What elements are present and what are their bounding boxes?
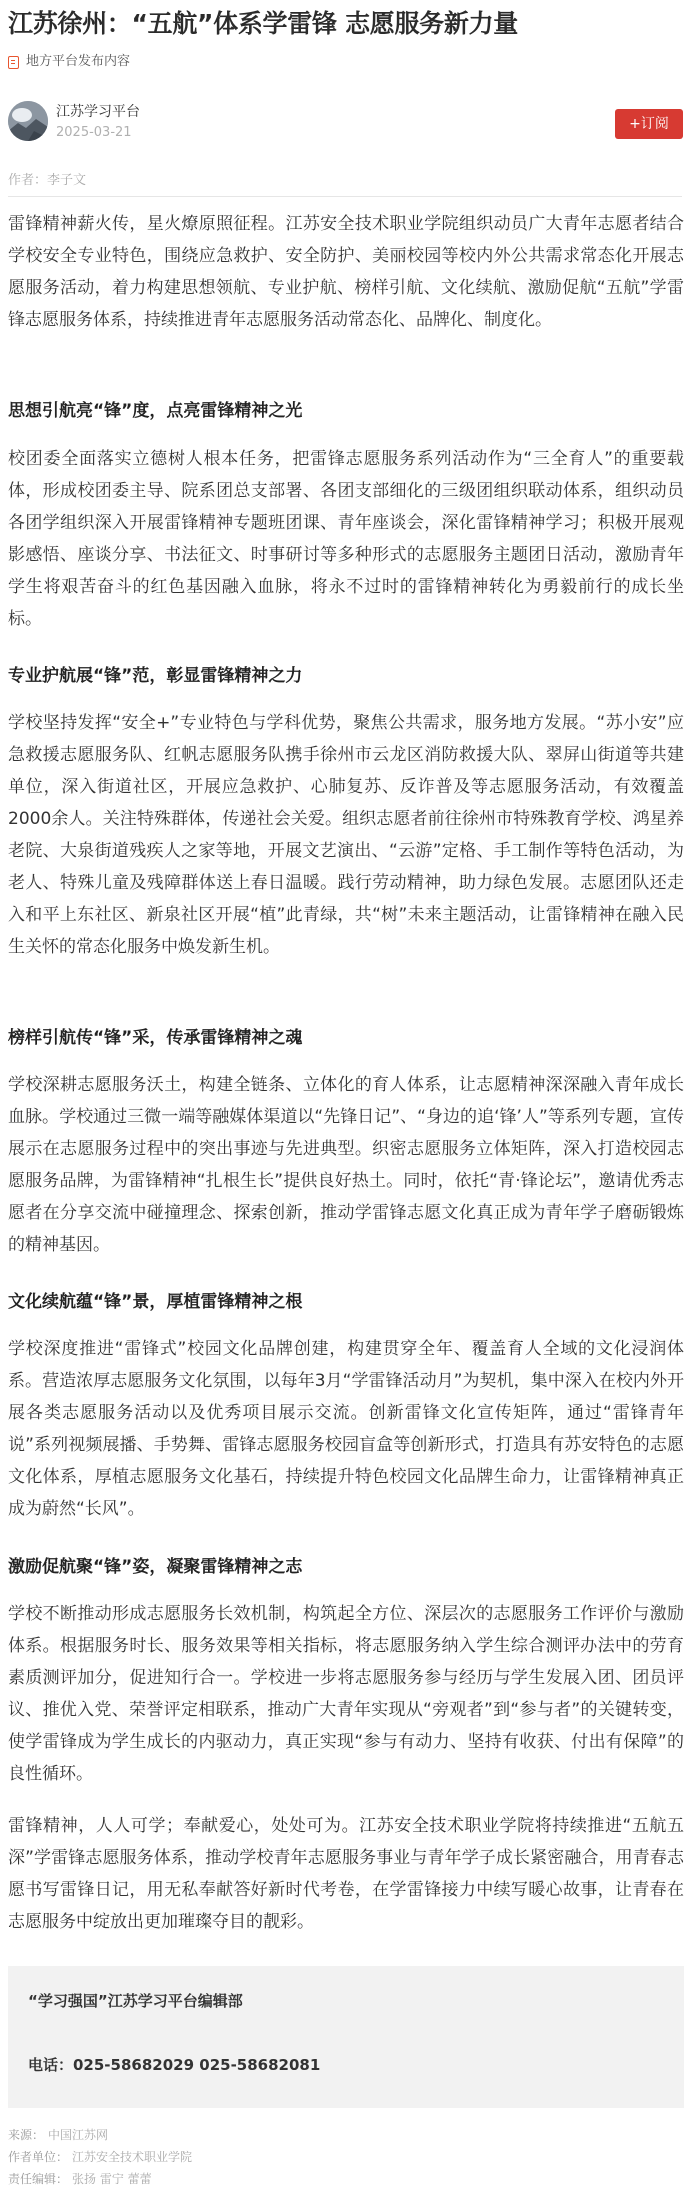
subscribe-button[interactable]: +订阅 <box>615 109 683 139</box>
unit-label: 作者单位： <box>8 2150 69 2164</box>
unit-line <box>8 2148 192 2166</box>
editorial-box <box>8 1966 684 2108</box>
unit-value: 江苏安全技术职业学院 <box>72 2150 193 2164</box>
section-heading: 激励促航聚“锋”姿，凝聚雷锋精神之志 <box>8 1557 303 1577</box>
article-title: 江苏徐州：“五航”体系学雷锋 志愿服务新力量 <box>8 9 518 38</box>
platform-tag <box>8 52 130 72</box>
body-paragraph: 学校深度推进“雷锋式”校园文化品牌创建，构建贯穿全年、覆盖育人全域的文化浸润体系。营造浓厚志愿服务文化氛围，以每年3月“学雷锋活动月”为契机，集中深入在校内外开展各类志愿服务活动以及优秀项目展示交流。创新雷锋文化宣传矩阵，通过“雷锋青年说”系列视频展播、手势舞、雷锋志愿服务校园盲盒等创新形式，打造具有苏安特色的志愿文化体系，厚植志愿服务文化基石，持续提升特色校园文化品牌生命力，让雷锋精神真正成为蔚然“长风”。 <box>8 1339 684 1519</box>
section-heading: 思想引航亮“锋”度，点亮雷锋精神之光 <box>8 401 303 421</box>
section-heading: 专业护航展“锋”范，彰显雷锋精神之力 <box>8 666 303 686</box>
publish-date: 2025-03-21 <box>56 125 132 140</box>
section-heading: 榜样引航传“锋”采，传承雷锋精神之魂 <box>8 1028 303 1048</box>
avatar[interactable] <box>8 101 48 141</box>
source-line <box>8 2126 108 2144</box>
editor-value: 张扬 雷宁 蕾蕾 <box>72 2172 152 2186</box>
body-paragraph: 雷锋精神薪火传，星火燎原照征程。江苏安全技术职业学院组织动员广大青年志愿者结合学校安全专业特色，围绕应急救护、安全防护、美丽校园等校内外公共需求常态化开展志愿服务活动，着力构建思想领航、专业护航、榜样引航、文化续航、激励促航“五航”学雷锋志愿服务体系，持续推进青年志愿服务活动常态化、品牌化、制度化。 <box>8 214 684 330</box>
header-divider <box>8 196 682 197</box>
source-value: 中国江苏网 <box>48 2128 109 2142</box>
editor-label: 责任编辑： <box>8 2172 69 2186</box>
body-paragraph: 校团委全面落实立德树人根本任务，把雷锋志愿服务系列活动作为“三全育人”的重要载体，形成校团委主导、院系团总支部署、各团支部细化的三级团组织联动体系，组织动员各团学组织深入开展雷锋精神专题班团课、青年座谈会，深化雷锋精神学习；积极开展观影感悟、座谈分享、书法征文、时事研讨等多种形式的志愿服务主题团日活动，激励青年学生将艰苦奋斗的红色基因融入血脉，将永不过时的雷锋精神转化为勇毅前行的成长坐标。 <box>8 449 684 629</box>
body-paragraph: 学校深耕志愿服务沃土，构建全链条、立体化的育人体系，让志愿精神深深融入青年成长血脉。学校通过三微一端等融媒体渠道以“先锋日记”、“身边的追‘锋’人”等系列专题，宣传展示在志愿服务过程中的突出事迹与先进典型。织密志愿服务立体矩阵，深入打造校园志愿服务品牌，为雷锋精神“扎根生长”提供良好热土。同时，依托“青·锋论坛”，邀请优秀志愿者在分享交流中碰撞理念、探索创新，推动学雷锋志愿文化真正成为青年学子磨砺锻炼的精神基因。 <box>8 1075 684 1255</box>
editorial-name: “学习强国”江苏学习平台编辑部 <box>28 1992 243 2010</box>
editorial-phone: 电话：025-58682029 025-58682081 <box>28 2056 321 2074</box>
avatar-image <box>8 101 48 141</box>
author-name[interactable]: 江苏学习平台 <box>56 104 140 120</box>
editor-line <box>8 2170 152 2188</box>
section-heading: 文化续航蕴“锋”景，厚植雷锋精神之根 <box>8 1292 303 1312</box>
body-paragraph: 学校不断推动形成志愿服务长效机制，构筑起全方位、深层次的志愿服务工作评价与激励体系。根据服务时长、服务效果等相关指标，将志愿服务纳入学生综合测评办法中的劳育素质测评加分，促进知行合一。学校进一步将志愿服务参与经历与学生发展入团、团员评议、推优入党、荣誉评定相联系，推动广大青年实现从“旁观者”到“参与者”的关键转变，使学雷锋成为学生成长的内驱动力，真正实现“参与有动力、坚持有收获、付出有保障”的良性循环。 <box>8 1604 684 1784</box>
document-icon <box>8 56 19 69</box>
body-paragraph: 雷锋精神，人人可学；奉献爱心，处处可为。江苏安全技术职业学院将持续推进“五航五深”学雷锋志愿服务体系，推动学校青年志愿服务事业与青年学子成长紧密融合，用青春志愿书写雷锋日记，用无私奉献答好新时代考卷，在学雷锋接力中续写暖心故事，让青春在志愿服务中绽放出更加璀璨夺目的靓彩。 <box>8 1816 684 1932</box>
article-byline: 作者：李子文 <box>8 173 87 188</box>
platform-label: 地方平台发布内容 <box>26 54 131 69</box>
source-label: 来源： <box>8 2128 45 2142</box>
body-paragraph: 学校坚持发挥“安全+”专业特色与学科优势，聚焦公共需求，服务地方发展。“苏小安”应急救援志愿服务队、红帆志愿服务队携手徐州市云龙区消防救援大队、翠屏山街道等共建单位，深入街道社区，开展应急救护、心肺复苏、反诈普及等志愿服务活动，有效覆盖2000余人。关注特殊群体，传递社会关爱。组织志愿者前往徐州市特殊教育学校、鸿星养老院、大泉街道残疾人之家等地，开展文艺演出、“云游”定格、手工制作等特色活动，为老人、特殊儿童及残障群体送上春日温暖。践行劳动精神，助力绿色发展。志愿团队还走入和平上东社区、新泉社区开展“植”此青绿，共“树”未来主题活动，让雷锋精神在融入民生关怀的常态化服务中焕发新生机。 <box>8 713 684 957</box>
